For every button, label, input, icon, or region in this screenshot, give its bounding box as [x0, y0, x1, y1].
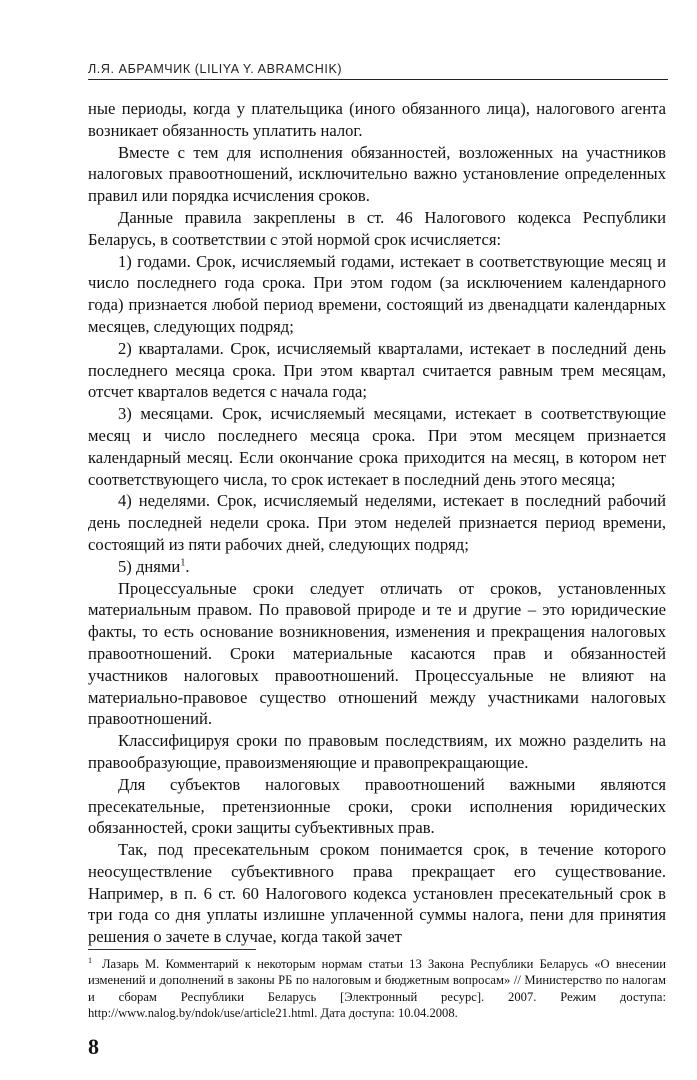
list-item-quarters: 2) кварталами. Срок, исчисляемый кварталами, истекает в последний день последнего месяца срока. При этом квартал считается равным трем месяцам, отсчет кварталов ведется с начала года;: [88, 338, 666, 402]
paragraph: Для субъектов налоговых правоотношений важными являются пресекательные, претензионные сроки, сроки исполнения юридических обязанностей, сроки защиты субъективных прав.: [88, 774, 666, 838]
running-head: Л.Я. АБРАМЧИК (LILIYA Y. ABRAMCHIK): [88, 62, 668, 80]
main-text: [88, 98, 666, 948]
paragraph: ные периоды, когда у плательщика (иного обязанного лица), налогового агента возникает обязанность уплатить налог.: [88, 99, 666, 140]
list-item-years: 1) годами. Срок, исчисляемый годами, истекает в соответствующие месяц и число последнего года срока. При этом годом (за исключением календарного года) признается любой период времени, состоящий из двенадцати календарных месяцев, следующих подряд;: [88, 251, 666, 336]
list-item-days-text: 5) днями: [118, 556, 181, 576]
footnote-reference: 1: [180, 557, 186, 569]
paragraph: Процессуальные сроки следует отличать от сроков, установленных материальным правом. По правовой природе и те и другие – это юридические факты, то есть основание возникновения, изменения и прекращения налоговых правоотношений. Сроки материальные касаются прав и обязанностей участников налоговых правоотношений. Процессуальные не влияют на материально-правовое существо отношений между участниками налоговых правоотношений.: [88, 578, 666, 729]
footnote-text: Лазарь М. Комментарий к некоторым нормам статьи 13 Закона Республики Беларусь «О внесении изменений и дополнений в законы РБ по налоговым и бюджетным вопросам» // Министерство по налогам и сборам Республики Беларусь [Электронный ресурс]. 2007. Режим доступа: http://www.nalog.by/ndok/use/article21.html. Дата доступа: 10.04.2008.: [88, 957, 666, 1020]
list-item-days: 5) днями$^1$.: [118, 556, 190, 576]
list-item-months: 3) месяцами. Срок, исчисляемый месяцами, истекает в соответствующие месяц и число последнего месяца срока. При этом месяцем признается календарный месяц. Если окончание срока приходится на месяц, в котором нет соответствующего числа, то срок истекает в последний день этого месяца;: [88, 404, 666, 489]
footnote-divider: [88, 949, 256, 950]
page-number: 8: [88, 1034, 99, 1059]
paragraph: Вместе с тем для исполнения обязанностей, возложенных на участников налоговых правоотношений, исключительно важно установление определенных правил или порядка исчисления сроков.: [88, 142, 666, 206]
footnote-mark: 1: [88, 956, 92, 965]
footnote: [88, 953, 666, 1021]
paragraph: Так, под пресекательным сроком понимается срок, в течение которого неосуществление субъективного права прекращает его существование. Например, в п. 6 ст. 60 Налогового кодекса установлен пресекательный срок в три года со дня уплаты излишне уплаченной суммы налога, пени для принятия решения о зачете в случае, когда такой зачет: [88, 840, 666, 947]
paragraph: Классифицируя сроки по правовым последствиям, их можно разделить на правообразующие, правоизменяющие и правопрекращающие.: [88, 731, 666, 772]
paragraph: Данные правила закреплены в ст. 46 Налогового кодекса Республики Беларусь, в соответствии с этой нормой срок исчисляется:: [88, 207, 666, 249]
list-item-weeks: 4) неделями. Срок, исчисляемый неделями, истекает в последний рабочий день последней недели срока. При этом неделей признается период времени, состоящий из пяти рабочих дней, следующих подряд;: [88, 491, 666, 554]
